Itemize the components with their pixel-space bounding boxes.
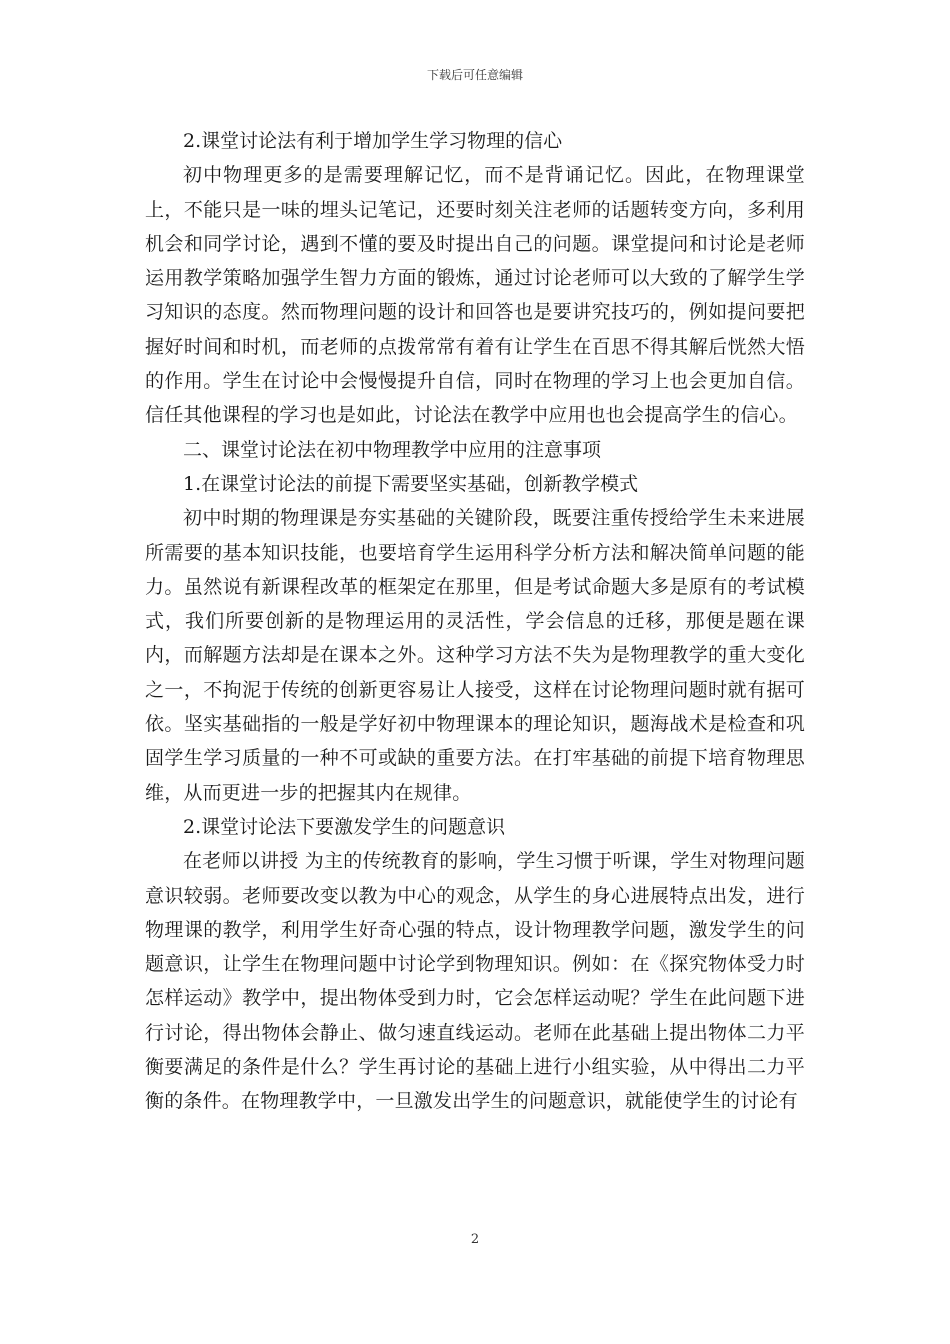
paragraph-foundation: 初中时期的物理课是夯实基础的关键阶段，既要注重传授给学生未来进展所需要的基本知识技能，也要培育学生运用科学分析方法和解决简单问题的能力。虽然说有新课程改革的框架定在那里，但是考试命题大多是原有的考试模式，我们所要创新的是物理运用的灵活性，学会信息的迁移，那便是题在课内，而解题方法却是在课本之外。这种学习方法不失为是物理教学的重大变化之一，不拘泥于传统的创新更容易让人接受，这样在讨论物理问题时就有据可依。坚实基础指的一般是学好初中物理课本的理论知识，题海战术是检查和巩固学生学习质量的一种不可或缺的重要方法。在打牢基础的前提下培育物理思维，从而更进一步的把握其内在规律。 [145, 507, 805, 804]
section-heading-confidence: 2.课堂讨论法有利于增加学生学习物理的信心 [183, 130, 563, 152]
paragraph-confidence: 初中物理更多的是需要理解记忆，而不是背诵记忆。因此，在物理课堂上，不能只是一味的埋头记笔记，还要时刻关注老师的话题转变方向，多利用机会和同学讨论，遇到不懂的要及时提出自己的问题。课堂提问和讨论是老师运用教学策略加强学生智力方面的锻炼，通过讨论老师可以大致的了解学生学习知识的态度。然而物理问题的设计和回答也是要讲究技巧的，例如提问要把握好时间和时机，而老师的点拨常常有着有让学生在百思不得其解后恍然大悟的作用。学生在讨论中会慢慢提升自信，同时在物理的学习上也会更加自信。信任其他课程的学习也是如此，讨论法在教学中应用也也会提高学生的信心。 [145, 164, 805, 427]
subsection-heading-foundation: 1.在课堂讨论法的前提下需要坚实基础，创新教学模式 [183, 472, 639, 495]
page-number: 2 [470, 1232, 480, 1247]
section-heading-notes: 二、课堂讨论法在初中物理教学中应用的注意事项 [183, 438, 602, 461]
subsection-heading-problem-awareness: 2.课堂讨论法下要激发学生的问题意识 [183, 815, 506, 838]
document-body [145, 124, 805, 1119]
paragraph-problem-awareness: 在老师以讲授 为主的传统教育的影响，学生习惯于听课，学生对物理问题意识较弱。老师要改变以教为中心的观念，从学生的身心进展特点出发，进行物理课的教学，利用学生好奇心强的特点，设计物理教学问题，激发学生的问题意识，让学生在物理问题中讨论学到物理知识。例如：在《探究物体受力时怎样运动》教学中，提出物体受到力时，它会怎样运动呢？学生在此问题下进行讨论，得出物体会静止、做匀速直线运动。老师在此基础上提出物体二力平衡要满足的条件是什么？学生再讨论的基础上进行小组实验，从中得出二力平衡的条件。在物理教学中，一旦激发出学生的问题意识，就能使学生的讨论有 [145, 850, 805, 1113]
header-note: 下载后可任意编辑 [426, 68, 523, 82]
